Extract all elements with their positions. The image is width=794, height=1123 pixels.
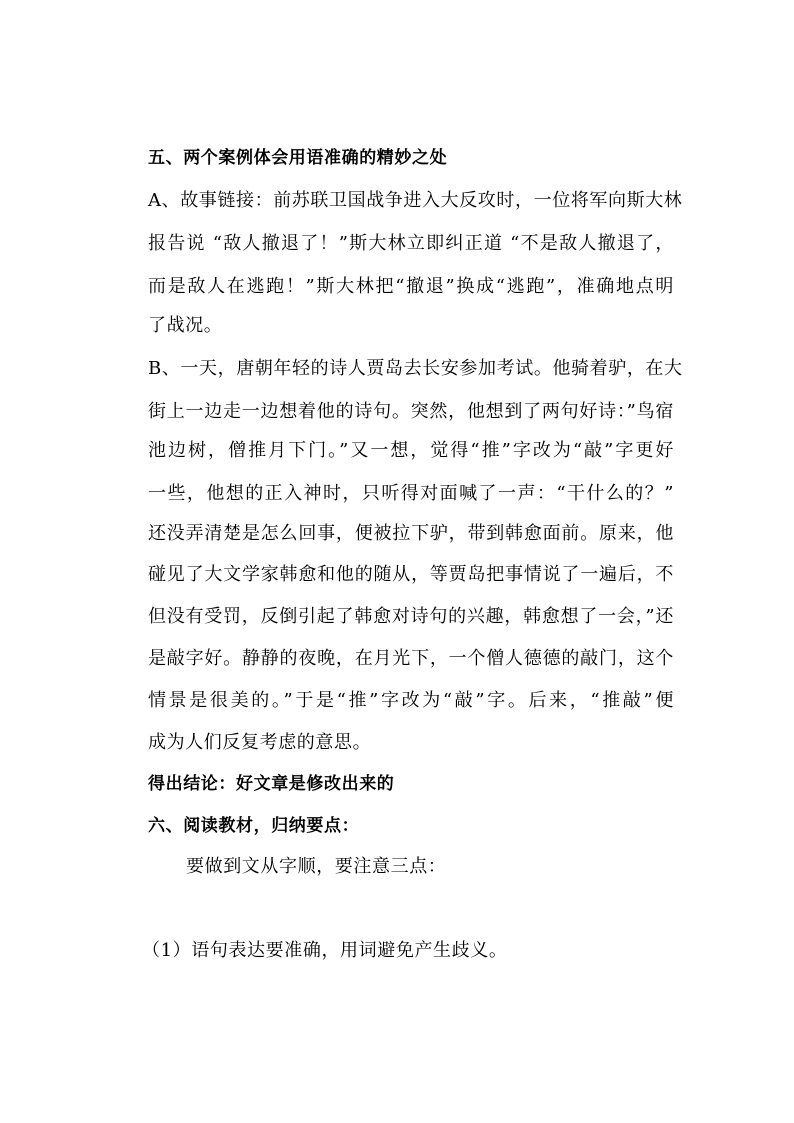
story-b-line-9: 情景是很美的。”于是“推”字改为“敲”字。后来，“推敲”便 [148, 690, 674, 711]
story-b-line-4: 一些，他想的正入神时，只听得对面喊了一声：“干什么的？” [148, 483, 674, 504]
story-b-line-10: 成为人们反复考虑的意思。 [148, 732, 372, 753]
story-a-line-1: A、故事链接：前苏联卫国战争进入大反攻时，一位将军向斯大林 [148, 190, 683, 211]
story-a-line-3: 而是敌人在逃跑！”斯大林把“撤退”换成“逃跑”，准确地点明 [148, 276, 674, 297]
point-1: （1）语句表达要准确，用词避免产生歧义。 [142, 940, 508, 961]
section-6-intro: 要做到文从字顺，要注意三点： [186, 856, 447, 877]
story-b-line-3: 池边树，僧推月下门。”又一想，觉得“推”字改为“敲”字更好 [148, 440, 674, 461]
section-5-heading: 五、两个案例体会用语准确的精妙之处 [148, 148, 448, 168]
conclusion: 得出结论：好文章是修改出来的 [148, 774, 395, 794]
story-b-line-6: 碰见了大文学家韩愈和他的随从，等贾岛把事情说了一遍后，不 [148, 564, 674, 585]
story-a-line-2: 报告说 “敌人撤退了！”斯大林立即纠正道 “不是敌人撤退了， [148, 233, 674, 254]
story-b-line-2: 街上一边走一边想着他的诗句。突然，他想到了两句好诗：”鸟宿 [148, 401, 674, 422]
section-6-heading: 六、阅读教材，归纳要点： [148, 816, 360, 836]
story-a-line-4: 了战况。 [148, 315, 223, 336]
story-b-line-8: 是敲字好。静静的夜晚，在月光下，一个僧人德德的敲门，这个 [148, 648, 674, 669]
story-b-line-5: 还没弄清楚是怎么回事，便被拉下驴，带到韩愈面前。原来，他 [148, 523, 674, 544]
story-b-line-1: B、一天，唐朝年轻的诗人贾岛去长安参加考试。他骑着驴，在大 [148, 358, 683, 379]
story-b-line-7: 但没有受罚，反倒引起了韩愈对诗句的兴趣，韩愈想了一会，”还 [148, 606, 674, 627]
